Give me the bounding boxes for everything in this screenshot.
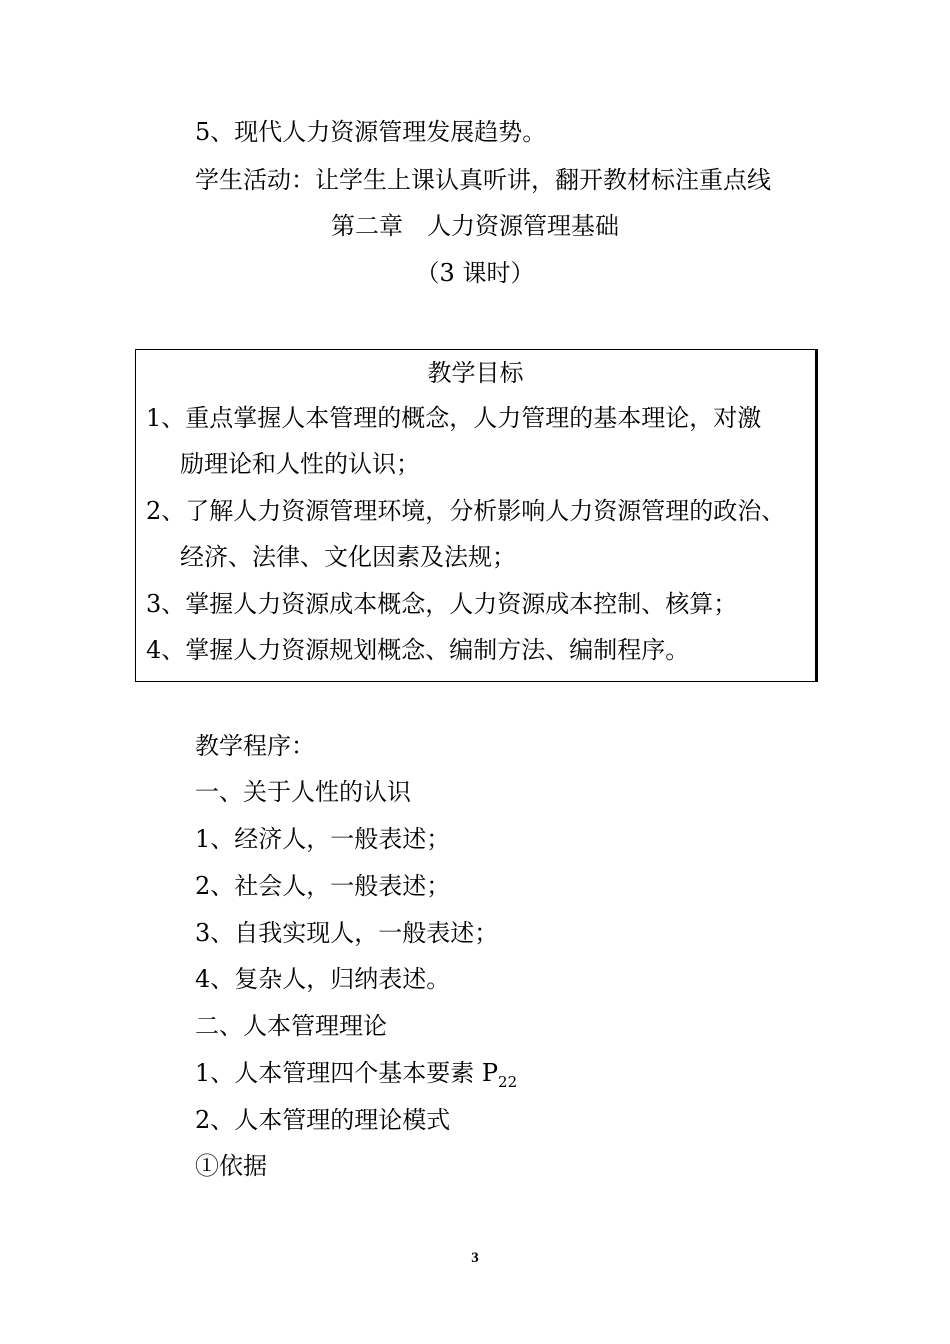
objective-item-1-cont: 励理论和人性的认识；: [180, 450, 420, 478]
section-2-item-1-text: 1、人本管理四个基本要素 P: [195, 1059, 499, 1087]
section-2-item-3: ①依据: [195, 1152, 267, 1180]
section-1-item-3: 3、自我实现人，一般表述；: [195, 919, 499, 947]
objective-item-4: 4、掌握人力资源规划概念、编制方法、编制程序。: [146, 636, 690, 664]
objective-item-2: 2、了解人力资源管理环境，分析影响人力资源管理的政治、: [146, 497, 786, 525]
objective-item-2-cont: 经济、法律、文化因素及法规；: [180, 543, 516, 571]
procedure-heading: 教学程序：: [195, 732, 315, 760]
student-activity-line: 学生活动：让学生上课认真听讲，翻开教材标注重点线: [195, 166, 771, 194]
section-2-item-2: 2、人本管理的理论模式: [195, 1106, 451, 1134]
section-2-heading: 二、人本管理理论: [195, 1012, 387, 1040]
section-1-item-2: 2、社会人，一般表述；: [195, 872, 451, 900]
objectives-title: 教学目标: [427, 359, 524, 387]
section-1-item-4: 4、复杂人，归纳表述。: [195, 965, 451, 993]
objectives-box: [135, 349, 816, 682]
section-1-item-1: 1、经济人，一般表述；: [195, 825, 451, 853]
page-reference-subscript: 22: [498, 1073, 518, 1091]
objective-item-1: 1、重点掌握人本管理的概念，人力管理的基本理论，对激: [146, 404, 762, 432]
page-number: 3: [471, 1250, 479, 1266]
section-2-item-1: [195, 1058, 517, 1097]
section-1-heading: 一、关于人性的认识: [195, 778, 411, 806]
trend-line: 5、现代人力资源管理发展趋势。: [195, 118, 547, 146]
chapter-hours: （3 课时）: [415, 259, 535, 287]
objective-item-3: 3、掌握人力资源成本概念，人力资源成本控制、核算；: [146, 590, 738, 618]
chapter-title: 第二章 人力资源管理基础: [331, 212, 619, 240]
